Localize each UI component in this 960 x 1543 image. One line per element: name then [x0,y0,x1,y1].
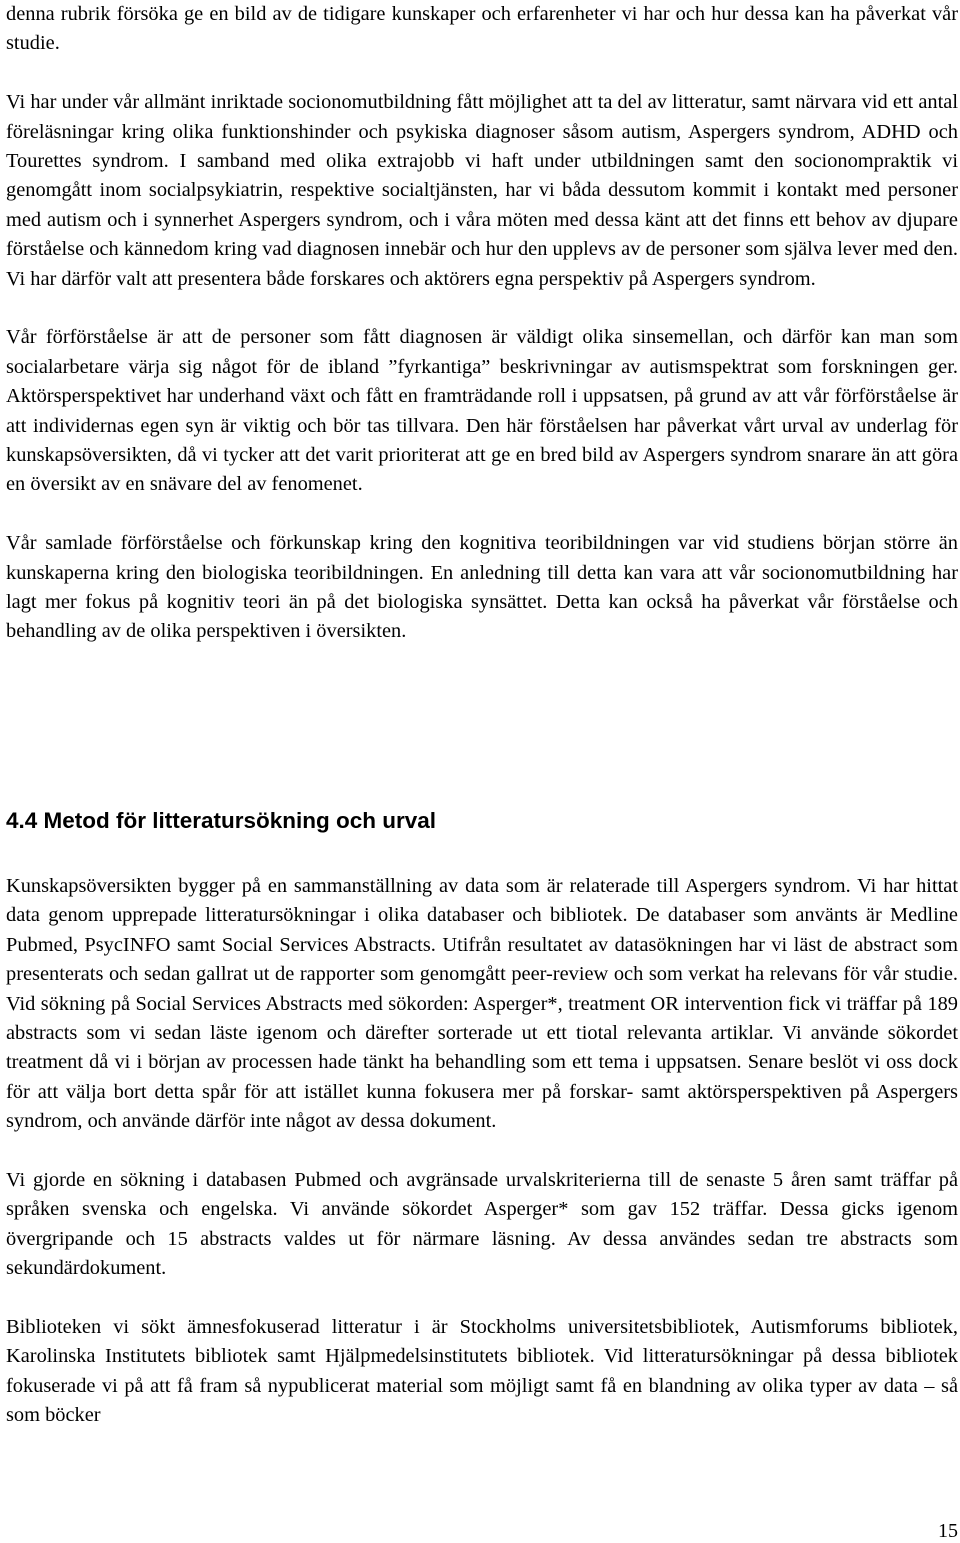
paragraph-databases: Kunskapsöversikten bygger på en sammanställning av data som är relaterade till Aspergers syndrom. Vi har hittat data genom upprepade litteratursökningar i olika databaser och bibliotek. De databaser som använts är Medline Pubmed, PsycINFO samt Social Services Abstracts. Utifrån resultatet av datasökningen har vi läst de abstract som presenterats och sedan gallrat ut de rapporter som genomgått peer-review och som verkat ha relevans för vår studie. Vid sökning på Social Services Abstracts med sökorden: Asperger*, treatment OR intervention fick vi träffar på 189 abstracts som vi sedan läste igenom och därefter sorterade ut ett tiotal relevanta artiklar. Vi använde sökordet treatment då vi i början av processen hade tänkt ha behandling som ett tema i uppsatsen. Senare beslöt vi oss dock för att välja bort detta spår för att istället kunna fokusera mer på forskar- samt aktörsperspektiven på Aspergers syndrom, och använde därför inte något av dessa dokument. [6,875,958,1133]
paragraph-libraries: Biblioteken vi sökt ämnesfokuserad litteratur i är Stockholms universitetsbibliotek, Autismforums bibliotek, Karolinska Institutets bibliotek samt Hjälpmedelsinstitutets bibliotek. Vid litteratursökningar på dessa bibliotek fokuserade vi på att få fram så nypublicerat material som möjligt samt få en blandning av olika typer av data – så som böcker [6,1316,958,1427]
paragraph-cognitive-theory: Vår samlade förförståelse och förkunskap kring den kognitiva teoribildningen var vid studiens början större än kunskaperna kring den biologiska teoribildningen. En anledning till detta kan vara att vår socionomutbildning har lagt mer fokus på kognitiv teori än på det biologiska synsättet. Detta kan också ha påverkat vår förståelse och behandling av de olika perspektiven i översikten. [6,532,958,643]
section-previous-understanding [6,0,958,647]
paragraph-intro: denna rubrik försöka ge en bild av de tidigare kunskaper och erfarenheter vi har och hur dessa kan ha påverkat vår studie. [6,3,958,55]
page-number: 15 [938,1520,958,1542]
paragraph-education-background: Vi har under vår allmänt inriktade socionomutbildning fått möjlighet att ta del av litteratur, samt närvara vid ett antal föreläsningar kring olika funktionshinder och psykiska diagnoser såsom autism, Aspergers syndrom, ADHD och Tourettes syndrom. I samband med olika extrajobb vi haft under utbildningen samt den socionompraktik vi genomgått inom socialpsykiatrin, respektive socialtjänsten, har vi båda dessutom kommit i kontakt med personer med autism och i synnerhet Aspergers syndrom, och i våra möten med dessa känt att det finns ett behov av djupare förståelse och kännedom kring vad diagnosen innebär och hur den upplevs av de personer som själva lever med den. Vi har därför valt att presentera både forskares och aktörers egna perspektiv på Aspergers syndrom. [6,91,958,290]
section-heading: 4.4 Metod för litteratursökning och urval [6,808,437,833]
paragraph-pubmed-search: Vi gjorde en sökning i databasen Pubmed och avgränsade urvalskriterierna till de senaste 5 åren samt träffar på språken svenska och engelska. Vi använde sökordet Asperger* som gav 152 träffar. Dessa gicks igenom övergripande och 15 abstracts valdes ut för närmare läsning. Av dessa användes sedan tre abstracts som sekundärdokument. [6,1169,958,1280]
section-literature-search-method [6,872,958,1431]
paragraph-preunderstanding: Vår förförståelse är att de personer som fått diagnosen är väldigt olika sinsemellan, och därför kan man som socialarbetare värja sig något för de ibland ”fyrkantiga” beskrivningar av autismspektrat som forskningen ger. Aktörsperspektivet har underhand växt och fått en framträdande roll i uppsatsen, på grund av att vår förförståelse är att individernas egen syn är viktig och bör tas tillvara. Den här förståelsen har påverkat vårt urval av underlag för kunskapsöversikten, då vi tycker att det varit prioriterat att ge en bred bild av Aspergers syndrom snarare än att göra en översikt av en snävare del av fenomenet. [6,326,958,496]
